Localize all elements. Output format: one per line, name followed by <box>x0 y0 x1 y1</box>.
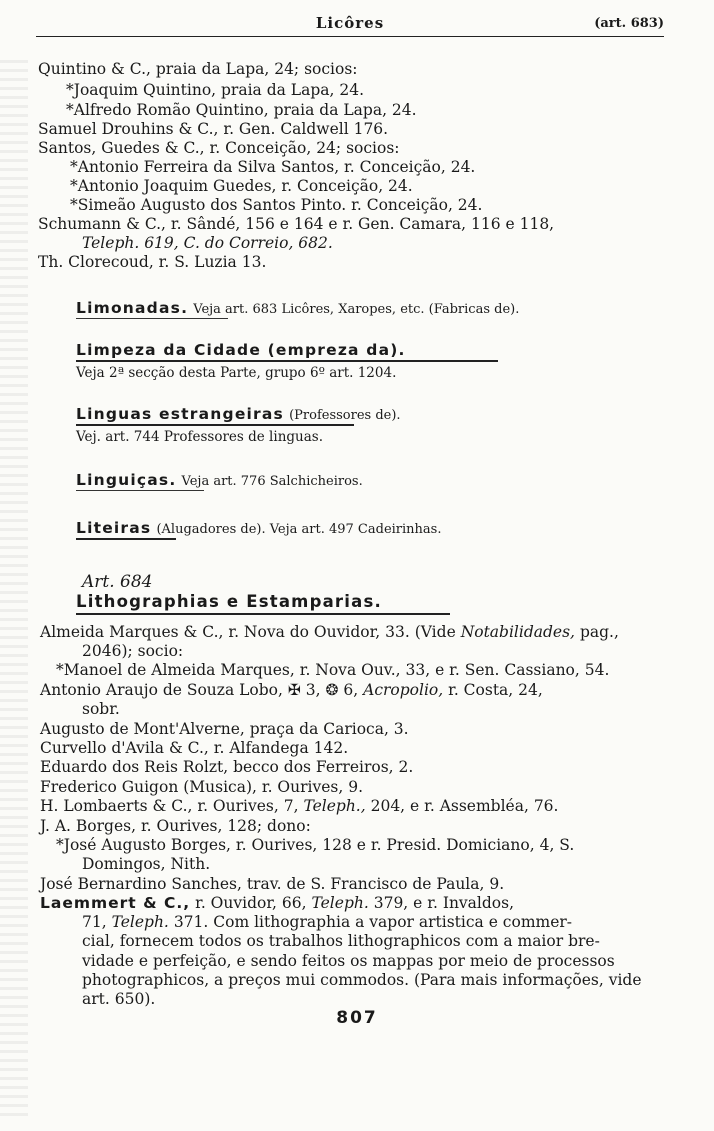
section-underline <box>76 490 204 491</box>
entry-line: photographicos, a preços mui commodos. (Para mais informações, vide <box>82 971 642 989</box>
entry-line: J. A. Borges, r. Ourives, 128; dono: <box>40 817 311 835</box>
entry-line: *José Augusto Borges, r. Ourives, 128 e r. Presid. Domiciano, 4, S. <box>56 836 575 854</box>
entry-text: 71, <box>82 913 107 931</box>
entry-text: pag., <box>579 623 619 641</box>
entry-line: Schumann & C., r. Sândé, 156 e 164 e r. Gen. Camara, 116 e 118, <box>38 215 555 233</box>
entry-line: cial, fornecem todos os trabalhos lithographicos com a maior bre- <box>82 932 600 950</box>
entry-text: H. Lombaerts & C., r. Ourives, 7, <box>40 797 299 815</box>
entry-text: 204, e r. Assembléa, 76. <box>370 797 559 815</box>
section-linguicas <box>76 470 363 492</box>
section-note: Vej. art. 744 Professores de linguas. <box>76 429 323 445</box>
entry-line: José Bernardino Sanches, trav. de S. Francisco de Paula, 9. <box>40 875 505 893</box>
entry-text: Almeida Marques & C., r. Nova do Ouvidor, 33. (Vide <box>40 623 456 641</box>
section-heading: Limonadas. <box>76 299 189 317</box>
entry-line: sobr. <box>82 700 120 718</box>
section-underline <box>76 538 176 540</box>
entry-text: 379, e r. Invaldos, <box>373 894 515 912</box>
section-underline <box>76 360 498 362</box>
entry-line: Eduardo dos Reis Rolzt, becco dos Ferreiros, 2. <box>40 758 414 776</box>
entry-bold: Laemmert & C., <box>40 894 191 912</box>
entry-line: *Manoel de Almeida Marques, r. Nova Ouv., 33, e r. Sen. Cassiano, 54. <box>56 661 610 679</box>
entry-line <box>40 681 543 700</box>
article-title-wrap <box>76 592 382 612</box>
section-underline <box>76 318 228 319</box>
entry-line: Domingos, Nith. <box>82 855 211 873</box>
section-heading: Linguas estrangeiras <box>76 405 284 423</box>
entry-line <box>40 797 558 816</box>
entry-line: Th. Clorecoud, r. S. Luzia 13. <box>38 253 267 271</box>
section-limonadas <box>76 298 519 320</box>
header-article-ref: (art. 683) <box>594 16 664 31</box>
entry-line: *Antonio Joaquim Guedes, r. Conceição, 24. <box>70 177 413 195</box>
entry-italic: Notabilidades, <box>460 623 575 641</box>
section-note: (Alugadores de). Veja art. 497 Cadeirinhas. <box>156 522 442 537</box>
section-underline <box>76 424 354 426</box>
entry-italic: Teleph. <box>311 894 369 912</box>
section-note: Veja art. 683 Licôres, Xaropes, etc. (Fabricas de). <box>193 302 520 317</box>
entry-text: 371. Com lithographia a vapor artistica e commer- <box>173 913 573 931</box>
entry-line: Santos, Guedes & C., r. Conceição, 24; socios: <box>38 139 400 157</box>
entry-text: r. Ouvidor, 66, <box>195 894 307 912</box>
entry-line <box>40 894 514 913</box>
section-note: Veja 2ª secção desta Parte, grupo 6º art. 1204. <box>76 365 397 381</box>
entry-line: *Antonio Ferreira da Silva Santos, r. Conceição, 24. <box>70 158 476 176</box>
entry-italic: Acropolio, <box>363 681 444 699</box>
entry-line: *Joaquim Quintino, praia da Lapa, 24. <box>66 81 364 99</box>
running-header <box>36 14 664 37</box>
entry-line: Frederico Guigon (Musica), r. Ourives, 9. <box>40 778 364 796</box>
section-note: Veja art. 776 Salchicheiros. <box>181 474 363 489</box>
entry-line: Augusto de Mont'Alverne, praça da Carioca, 3. <box>40 720 409 738</box>
section-heading: Linguiças. <box>76 471 177 489</box>
entry-line: Curvello d'Avila & C., r. Alfandega 142. <box>40 739 349 757</box>
entry-line <box>82 913 572 932</box>
entry-text: r. Costa, 24, <box>448 681 543 699</box>
entry-line: vidade e perfeição, e sendo feitos os mappas por meio de processos <box>82 952 615 970</box>
entry-line: Teleph. 619, C. do Correio, 682. <box>82 234 333 252</box>
entry-line: art. 650). <box>82 990 156 1008</box>
section-linguas <box>76 404 401 426</box>
entry-text: Antonio Araujo de Souza Lobo, ✠ 3, ❂ 6, <box>40 681 359 699</box>
page-number: 807 <box>336 1008 378 1028</box>
entry-italic: Teleph. <box>111 913 169 931</box>
section-liteiras <box>76 518 441 540</box>
section-limpeza <box>76 340 406 360</box>
entry-line: Samuel Drouhins & C., r. Gen. Caldwell 176. <box>38 120 389 138</box>
article-title: Lithographias e Estamparias. <box>76 592 382 611</box>
entry-line: *Simeão Augusto dos Santos Pinto. r. Conceição, 24. <box>70 196 483 214</box>
entry-line: 2046); socio: <box>82 642 184 660</box>
entry-line: Quintino & C., praia da Lapa, 24; socios: <box>38 60 358 78</box>
section-heading: Limpeza da Cidade (empreza da). <box>76 341 406 359</box>
article-underline <box>76 613 450 615</box>
article-number: Art. 684 <box>82 572 153 592</box>
section-title-note: (Professores de). <box>289 408 401 423</box>
entry-line: *Alfredo Romão Quintino, praia da Lapa, 24. <box>66 101 417 119</box>
section-heading: Liteiras <box>76 519 152 537</box>
entry-line <box>40 623 619 642</box>
header-title: Licôres <box>315 14 385 32</box>
entry-italic: Teleph., <box>303 797 366 815</box>
page-edge-shadow <box>0 60 28 1120</box>
